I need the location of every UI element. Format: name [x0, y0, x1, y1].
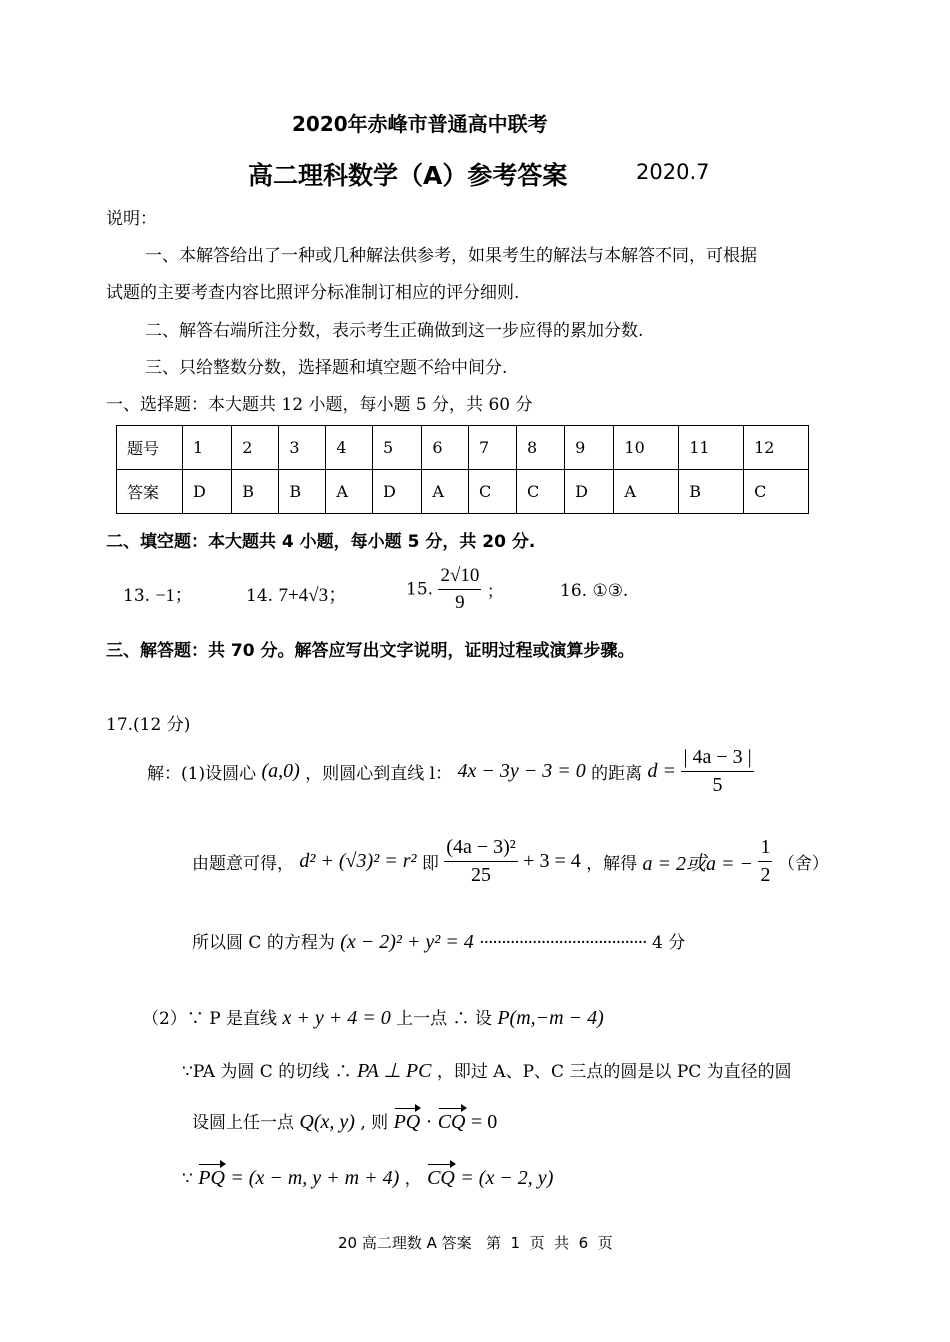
q17-p4-line: x + y + 4 = 0: [282, 1007, 391, 1029]
q17-p2-tail: + 3 = 4: [523, 850, 581, 872]
q17-p1-center: (a,0): [261, 760, 300, 782]
q17-p6-tail: = 0: [470, 1111, 498, 1133]
answer-14-value: 7+4√3；: [278, 585, 348, 606]
q17-p6-mid: , 则: [360, 1113, 389, 1133]
doc-subtitle: 高二理科数学（A）参考答案: [248, 161, 568, 190]
table-cell: 11: [679, 426, 744, 470]
fraction-numerator: 2√10: [438, 565, 481, 590]
table-cell: C: [744, 470, 809, 514]
table-cell: 3: [279, 426, 326, 470]
q17-p7-prefix: ∵: [182, 1169, 193, 1189]
fraction-numerator: | 4a − 3 |: [681, 746, 753, 772]
table-cell: A: [422, 470, 469, 514]
notes-heading: 说明：: [106, 209, 157, 229]
q17-p3-prefix: 所以圆 C 的方程为: [192, 933, 335, 953]
q17-p1-dist: 的距离: [591, 764, 643, 784]
q17-p4-mid: 上一点 ∴ 设: [396, 1009, 492, 1029]
table-cell: 4: [326, 426, 373, 470]
fraction-numerator: 1: [758, 836, 772, 862]
q17-p7-eq1: = (x − m, y + m + 4): [230, 1167, 400, 1189]
table-cell: 9: [565, 426, 614, 470]
answer-15-tail: ；: [486, 582, 504, 602]
q17-part2-line2: [182, 1057, 792, 1083]
table-cell: B: [679, 470, 744, 514]
q17-p2-result: a = 2或a = −: [642, 853, 754, 875]
q17-p2-ji: 即: [421, 854, 439, 874]
answer-15-label: 15.: [406, 579, 434, 600]
note-2: 二、解答右端所注分数，表示考生正确做到这一步应得的累加分数.: [145, 321, 644, 341]
fraction-denominator: 25: [471, 864, 492, 886]
table-cell: C: [468, 470, 516, 514]
vector-cq: CQ: [427, 1167, 455, 1189]
table-cell: D: [373, 470, 422, 514]
note-1-line-2: 试题的主要考查内容比照评分标准制订相应的评分细则.: [106, 283, 520, 303]
q17-p5-tail: ，即过 A、P、C 三点的圆是以 PC 为直径的圆: [436, 1062, 792, 1082]
table-cell: D: [183, 470, 232, 514]
note-1-line-1: 一、本解答给出了一种或几种解法供参考，如果考生的解法与本解答不同，可根据: [145, 246, 757, 266]
section-2-heading: 二、填空题：本大题共 4 小题，每小题 5 分，共 20 分.: [106, 532, 536, 552]
q17-p5-prefix: ∵PA 为圆 C 的切线 ∴: [182, 1062, 352, 1082]
q17-part2-line1: [142, 1004, 604, 1030]
note-3: 三、只给整数分数，选择题和填空题不给中间分.: [145, 358, 508, 378]
table-row-numbers: [117, 426, 809, 470]
q17-part2-line4: [182, 1164, 553, 1190]
q17-p1-d: d =: [647, 760, 677, 782]
table-cell: 5: [373, 426, 422, 470]
table-header-cell: 答案: [117, 470, 183, 514]
fraction-denominator: 5: [712, 774, 723, 796]
q17-p2-fraction: [444, 836, 517, 887]
q17-p2-half: [758, 836, 772, 887]
table-cell: 6: [422, 426, 469, 470]
doc-date: 2020.7: [636, 160, 710, 184]
section-3-heading: 三、解答题：共 70 分。解答应写出文字说明，证明过程或演算步骤。: [106, 641, 635, 661]
answer-13-value: −1；: [155, 585, 193, 605]
q17-part1-conclusion: [192, 928, 685, 954]
q17-p4-prefix: （2）∵ P 是直线: [142, 1009, 278, 1029]
vector-cq: CQ: [437, 1111, 466, 1133]
answer-16-value: ①③.: [592, 581, 629, 601]
table-cell: A: [614, 470, 679, 514]
answer-13: [123, 581, 193, 607]
q17-p1-fraction: [681, 746, 753, 797]
table-header-cell: 题号: [117, 426, 183, 470]
fraction-numerator: (4a − 3)²: [444, 836, 517, 862]
answer-14-label: 14.: [246, 586, 274, 606]
q17-p1-line-eq: 4x − 3y − 3 = 0: [457, 760, 586, 782]
vector-pq: PQ: [393, 1111, 421, 1133]
q17-p2-reject: （舍）: [777, 854, 829, 874]
q17-p1-prefix: 解：(1)设圆心: [147, 764, 257, 784]
page-footer: 20 高二理数 A 答案 第 1 页 共 6 页: [338, 1234, 613, 1252]
table-cell: 1: [183, 426, 232, 470]
q17-p1-mid: ，则圆心到直线 l：: [305, 764, 453, 784]
table-cell: 8: [517, 426, 565, 470]
q17-p2-solve: ，解得: [586, 854, 638, 874]
q17-p7-eq2: = (x − 2, y): [460, 1167, 554, 1189]
q17-p3-eq: (x − 2)² + y² = 4: [340, 931, 474, 953]
vector-pq: PQ: [198, 1167, 225, 1189]
answer-13-label: 13.: [123, 586, 151, 606]
q17-part1-derivation: [192, 836, 829, 887]
answer-15-fraction: [438, 565, 481, 614]
table-cell: B: [232, 470, 279, 514]
q17-p6-dot: ·: [425, 1111, 433, 1133]
table-cell: C: [517, 470, 565, 514]
q17-p2-prefix: 由题意可得，: [192, 854, 294, 874]
section-1-heading: 一、选择题：本大题共 12 小题，每小题 5 分，共 60 分: [106, 395, 533, 415]
q17-part1-line: [147, 746, 754, 797]
q17-p6-prefix: 设圆上任一点: [192, 1113, 294, 1133]
q17-p6-point: Q(x, y): [299, 1111, 355, 1133]
table-cell: B: [279, 470, 326, 514]
q17-part2-line3: [192, 1108, 497, 1134]
fraction-denominator: 9: [455, 592, 465, 613]
exam-title: 2020年赤峰市普通高中联考: [292, 112, 548, 136]
table-cell: 10: [614, 426, 679, 470]
answer-16: [560, 581, 628, 601]
table-cell: 12: [744, 426, 809, 470]
table-cell: 7: [468, 426, 516, 470]
answer-14: [246, 580, 347, 607]
q17-title: 17.(12 分): [106, 715, 191, 735]
q17-p7-sep: ，: [404, 1169, 422, 1189]
answer-table: [116, 425, 809, 514]
q17-p5-perp: PA ⊥ PC: [357, 1060, 432, 1082]
answer-16-label: 16.: [560, 581, 588, 601]
q17-p4-point: P(m,−m − 4): [497, 1007, 604, 1029]
table-cell: 2: [232, 426, 279, 470]
q17-p3-dots: ······································: [479, 933, 647, 953]
table-cell: A: [326, 470, 373, 514]
table-cell: D: [565, 470, 614, 514]
answer-15: [406, 565, 504, 614]
q17-p2-eq: d² + (√3)² = r²: [299, 850, 417, 872]
fraction-denominator: 2: [760, 864, 771, 886]
q17-p3-score: 4 分: [651, 933, 686, 953]
table-row-answers: [117, 470, 809, 514]
